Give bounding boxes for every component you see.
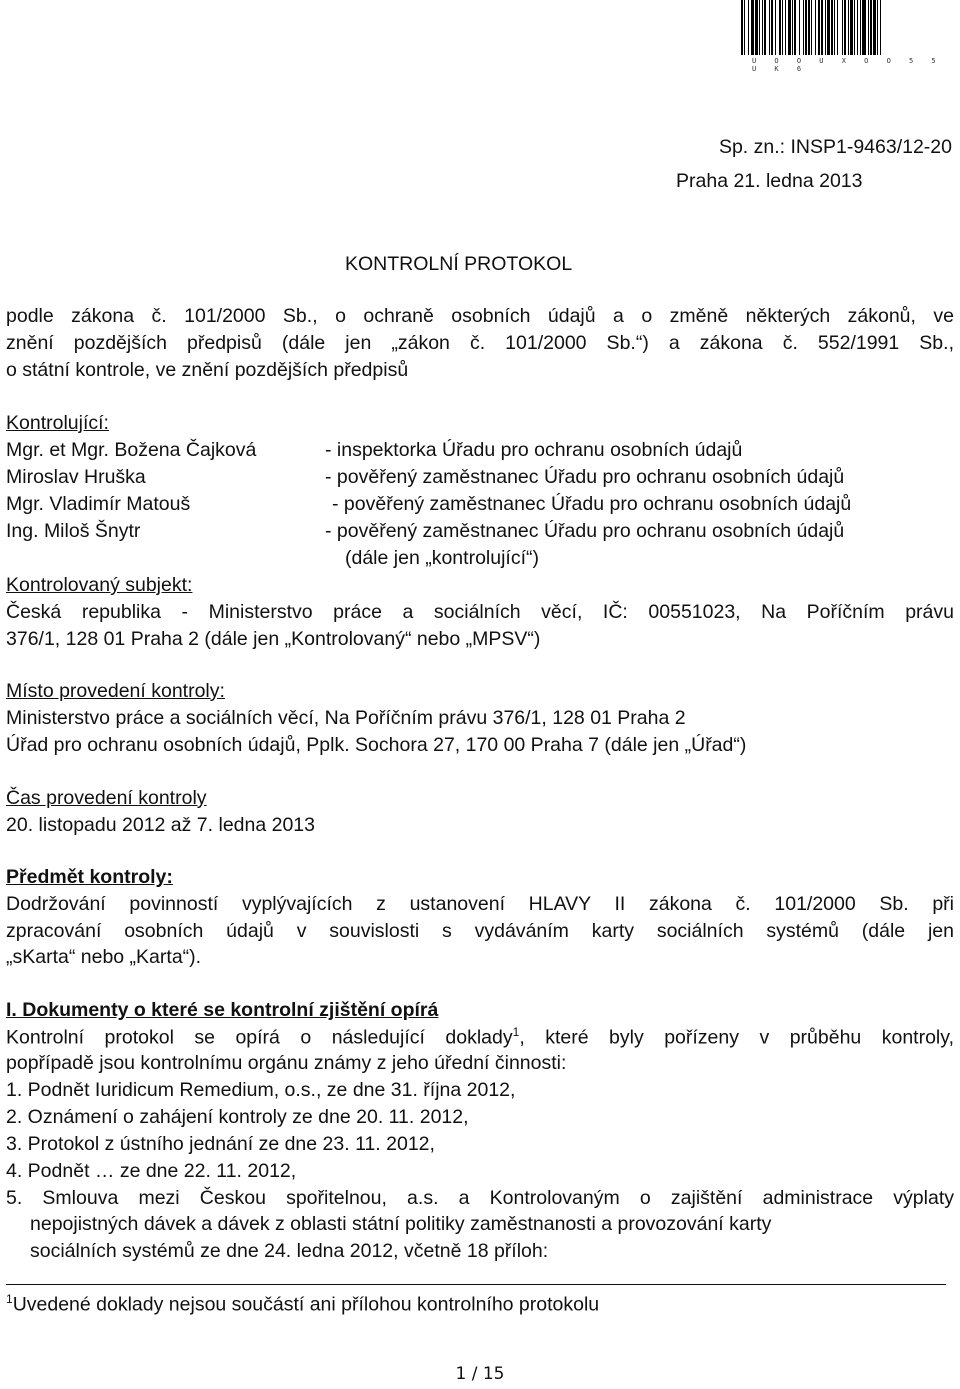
controllers-note: (dále jen „kontrolující“) [345, 547, 539, 569]
subject-matter-line-1: Dodržování povinností vyplývajících z ustanovení HLAVY II zákona č. 101/2000 Sb. při [6, 893, 954, 915]
footnote-divider [6, 1284, 946, 1285]
footnote-mark: 1 [6, 1292, 13, 1306]
time-heading: Čas provedení kontroly [6, 787, 207, 809]
place-line-2: Úřad pro ochranu osobních údajů, Pplk. Sochora 27, 170 00 Praha 7 (dále jen „Úřad“) [6, 734, 747, 756]
document-item-4: 4. Podnět … ze dne 22. 11. 2012, [6, 1160, 297, 1182]
footnote [6, 1292, 599, 1317]
time-value: 20. listopadu 2012 až 7. ledna 2013 [6, 814, 316, 836]
subject-matter-line-3: „sKarta“ nebo „Karta“). [6, 946, 202, 968]
documents-heading: I. Dokumenty o které se kontrolní zjištění opírá [6, 999, 439, 1021]
document-item-5-line-1: 5. Smlouva mezi Českou spořitelnou, a.s. a Kontrolovaným o zajištění administrace výplaty [6, 1187, 954, 1209]
subject-line-2: 376/1, 128 01 Praha 2 (dále jen „Kontrolovaný“ nebo „MPSV“) [6, 628, 541, 650]
document-item-3: 3. Protokol z ústního jednání ze dne 23. 11. 2012, [6, 1133, 435, 1155]
place-heading: Místo provedení kontroly: [6, 680, 225, 702]
controller-role-1: - inspektorka Úřadu pro ochranu osobních údajů [325, 439, 743, 461]
law-line-3: o státní kontrole, ve znění pozdějších předpisů [6, 359, 409, 381]
subject-matter-line-2: zpracování osobních údajů v souvislosti s vydáváním karty sociálních systémů (dále jen [6, 920, 954, 942]
controller-name-1: Mgr. et Mgr. Božena Čajková [6, 439, 257, 461]
controller-role-3: - pověřený zaměstnanec Úřadu pro ochranu osobních údajů [332, 493, 852, 515]
subject-line-1: Česká republika - Ministerstvo práce a sociálních věcí, IČ: 00551023, Na Poříčním právu [6, 601, 954, 623]
document-item-5-line-2: nepojistných dávek a dávek z oblasti státní politiky zaměstnanosti a provozování karty [30, 1213, 772, 1235]
controllers-heading: Kontrolující: [6, 412, 109, 434]
footnote-ref: 1 [512, 1025, 520, 1039]
barcode-text: U O O U X O O 5 5 U K 6 [752, 57, 943, 73]
controller-role-4: - pověřený zaměstnanec Úřadu pro ochranu osobních údajů [325, 520, 845, 542]
controller-name-4: Ing. Miloš Šnytr [6, 520, 141, 542]
controller-name-2: Miroslav Hruška [6, 466, 146, 488]
document-item-5-line-3: sociálních systémů ze dne 24. ledna 2012, včetně 18 příloh: [30, 1240, 549, 1262]
documents-intro-2: popřípadě jsou kontrolnímu orgánu známy z jeho úřední činnosti: [6, 1052, 567, 1074]
subject-matter-heading: Předmět kontroly: [6, 866, 173, 888]
footnote-text: Uvedené doklady nejsou součástí ani přílohou kontrolního protokolu [12, 1293, 600, 1316]
controller-role-2: - pověřený zaměstnanec Úřadu pro ochranu osobních údajů [325, 466, 845, 488]
document-item-2: 2. Oznámení o zahájení kontroly ze dne 20. 11. 2012, [6, 1106, 469, 1128]
barcode [741, 0, 955, 55]
place-line-1: Ministerstvo práce a sociálních věcí, Na Poříčním právu 376/1, 128 01 Praha 2 [6, 707, 686, 729]
law-line-2: znění pozdějších předpisů (dále jen „zákon č. 101/2000 Sb.“) a zákona č. 552/1991 Sb., [6, 332, 954, 354]
document-title: KONTROLNÍ PROTOKOL [345, 253, 573, 275]
document-item-1: 1. Podnět Iuridicum Remedium, o.s., ze dne 31. října 2012, [6, 1079, 516, 1101]
subject-heading: Kontrolovaný subjekt: [6, 574, 193, 596]
reference-number: Sp. zn.: INSP1-9463/12-20 [718, 136, 952, 158]
page-number: 1 / 15 [455, 1364, 505, 1384]
law-line-1: podle zákona č. 101/2000 Sb., o ochraně osobních údajů a o změně některých zákonů, ve [6, 305, 954, 327]
documents-intro-1: Kontrolní protokol se opírá o následující doklady$^1$, které byly pořízeny v průběhu kontroly, [6, 1025, 954, 1049]
controller-name-3: Mgr. Vladimír Matouš [6, 493, 191, 515]
document-date: Praha 21. ledna 2013 [676, 170, 863, 192]
